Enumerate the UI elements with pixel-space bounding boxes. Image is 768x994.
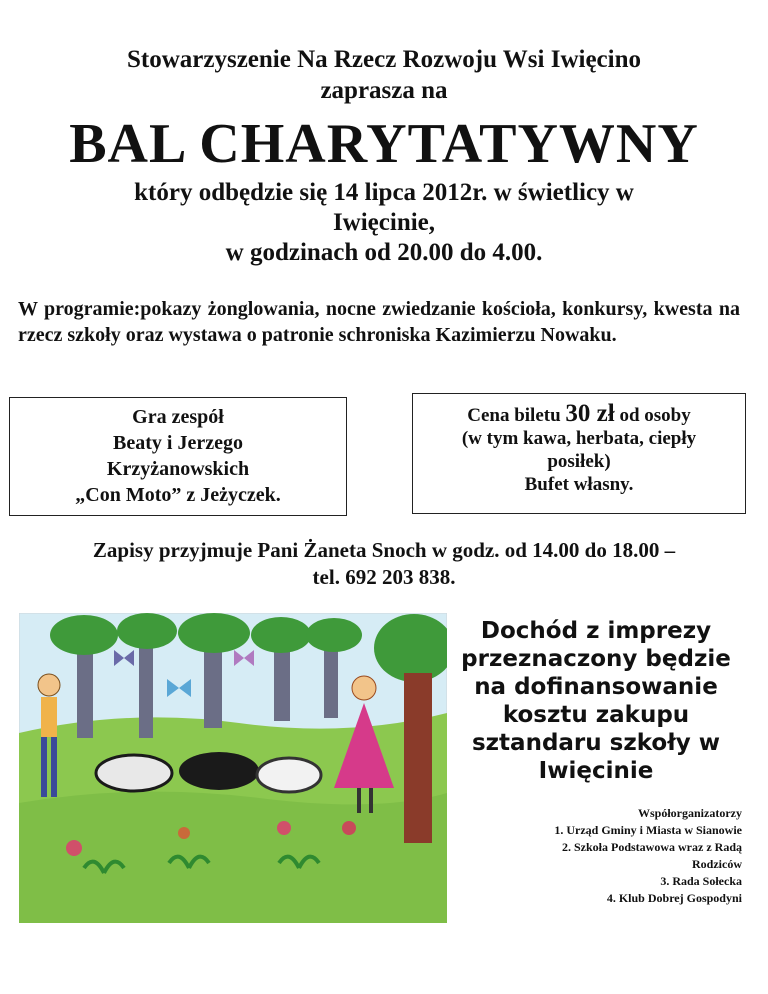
band-line-1: Gra zespół bbox=[132, 406, 224, 428]
organizer-invites: zaprasza na bbox=[320, 77, 448, 104]
coorganizer-item: 4. Klub Dobrej Gospodyni bbox=[606, 891, 742, 905]
income-line-4: kosztu zakupu bbox=[502, 702, 690, 728]
when-line-2: Iwięcinie, bbox=[332, 209, 436, 236]
signup-line-1: Zapisy przyjmuje Pani Żaneta Snoch w godz. od 14.00 do 18.00 – bbox=[92, 538, 676, 562]
band-box bbox=[9, 397, 347, 516]
coorganizer-item: Rodziców bbox=[692, 857, 742, 871]
ticket-includes-1: (w tym kawa, herbata, ciepły bbox=[461, 428, 697, 449]
ticket-price bbox=[413, 402, 745, 427]
income-line-5: sztandaru szkoły w bbox=[471, 730, 720, 756]
income-line-3: na dofinansowanie bbox=[474, 674, 718, 700]
organizer-heading bbox=[0, 44, 768, 106]
income-line-6: Iwięcinie bbox=[538, 758, 654, 784]
when-line-3: w godzinach od 20.00 do 4.00. bbox=[225, 239, 543, 266]
income-note bbox=[446, 617, 746, 785]
ticket-box bbox=[412, 393, 746, 514]
coorganizers bbox=[382, 805, 742, 907]
ticket-buffet: Bufet własny. bbox=[524, 474, 634, 495]
price-prefix: Cena biletu bbox=[467, 405, 561, 426]
price-value: 30 zł bbox=[565, 400, 615, 427]
band-line-4: „Con Moto” z Jeżyczek. bbox=[75, 484, 281, 506]
when-line-1: który odbędzie się 14 lipca 2012r. w świetlicy w bbox=[134, 179, 634, 206]
program-text: W programie:pokazy żonglowania, nocne zwiedzanie kościoła, konkursy, kwesta na rzecz szkoły oraz wystawa o patronie schroniska Kazimierzu Nowaku. bbox=[18, 298, 740, 346]
band-line-3: Krzyżanowskich bbox=[106, 458, 250, 480]
event-when bbox=[0, 178, 768, 268]
coorganizer-item: 1. Urząd Gminy i Miasta w Sianowie bbox=[554, 823, 742, 837]
coorganizer-item: 2. Szkoła Podstawowa wraz z Radą bbox=[562, 840, 742, 854]
coorganizers-list bbox=[382, 822, 742, 907]
income-line-1: Dochód z imprezy bbox=[480, 618, 712, 644]
coorganizer-item: 3. Rada Sołecka bbox=[660, 874, 742, 888]
signup-info bbox=[0, 537, 768, 591]
ticket-includes-2: posiłek) bbox=[547, 451, 611, 472]
signup-line-2: tel. 692 203 838. bbox=[312, 565, 456, 589]
band-line-2: Beaty i Jerzego bbox=[113, 432, 243, 454]
coorganizers-heading: Współorganizatorzy bbox=[638, 806, 742, 820]
income-line-2: przeznaczony będzie bbox=[461, 646, 731, 672]
event-title: BAL CHARYTATYWNY bbox=[69, 113, 699, 175]
price-suffix: od osoby bbox=[619, 405, 691, 426]
organizer-name: Stowarzyszenie Na Rzecz Rozwoju Wsi Iwięcino bbox=[126, 46, 641, 73]
cats bbox=[96, 752, 321, 792]
